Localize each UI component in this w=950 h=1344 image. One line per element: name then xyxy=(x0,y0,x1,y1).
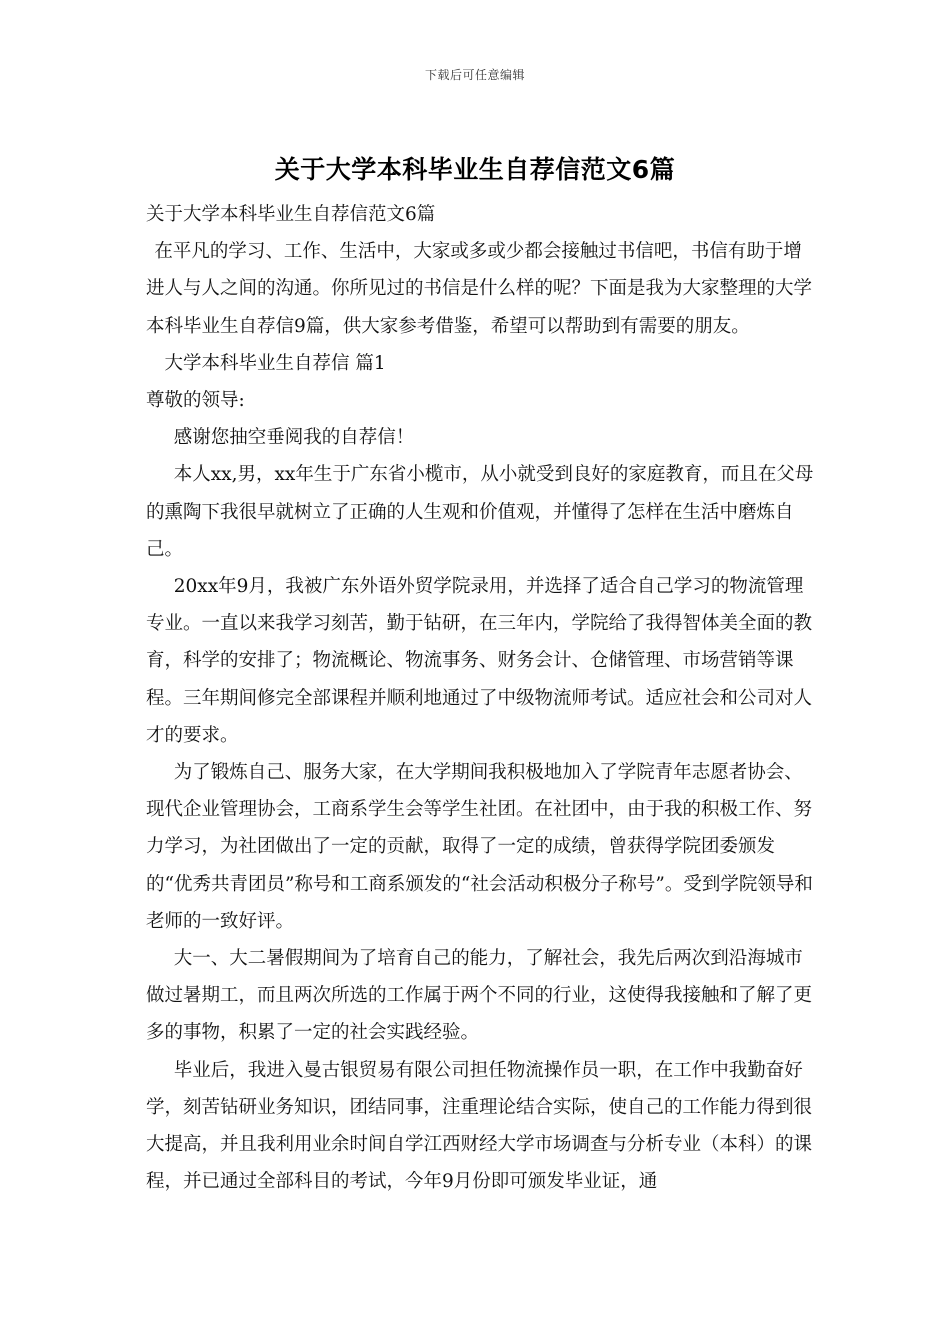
section-heading: 大学本科毕业生自荐信 篇1 xyxy=(164,352,386,374)
body-paragraph-1: 本人xx,男，xx年生于广东省小榄市，从小就受到良好的家庭教育，而且在父母的熏陶下我很早就树立了正确的人生观和价值观，并懂得了怎样在生活中磨炼自己。 xyxy=(146,464,814,560)
document-body xyxy=(146,196,816,1200)
thanks-line: 感谢您抽空垂阅我的自荐信！ xyxy=(173,427,415,449)
salutation: 尊敬的领导: xyxy=(146,390,245,412)
document-title: 关于大学本科毕业生自荐信范文6篇 xyxy=(274,155,676,184)
intro-paragraph: 在平凡的学习、工作、生活中，大家或多或少都会接触过书信吧，书信有助于增进人与人之间的沟通。你所见过的书信是什么样的呢？下面是我为大家整理的大学本科毕业生自荐信9篇，供大家参考借鉴，希望可以帮助到有需要的朋友。 xyxy=(146,241,813,337)
body-paragraph-3: 为了锻炼自己、服务大家，在大学期间我积极地加入了学院青年志愿者协会、现代企业管理协会，工商系学生会等学生社团。在社团中，由于我的积极工作、努力学习，为社团做出了一定的贡献，取得了一定的成绩，曾获得学院团委颁发的“优秀共青团员”称号和工商系颁发的“社会活动积极分子称号”。受到学院领导和老师的一致好评。 xyxy=(146,762,813,932)
body-paragraph-4: 大一、大二暑假期间为了培育自己的能力，了解社会，我先后两次到沿海城市做过暑期工，而且两次所选的工作属于两个不同的行业，这使得我接触和了解了更多的事物，积累了一定的社会实践经验。 xyxy=(146,948,813,1044)
body-paragraph-5: 毕业后，我进入曼古银贸易有限公司担任物流操作员一职，在工作中我勤奋好学，刻苦钻研业务知识，团结同事，注重理论结合实际，使自己的工作能力得到很大提高，并且我利用业余时间自学江西财经大学市场调查与分析专业（本科）的课程，并已通过全部科目的考试，今年9月份即可颁发毕业证，通 xyxy=(146,1059,813,1193)
document-subtitle: 关于大学本科毕业生自荐信范文6篇 xyxy=(146,204,436,225)
header-note: 下载后可任意编辑 xyxy=(424,68,525,82)
body-paragraph-2: 20xx年9月，我被广东外语外贸学院录用，并选择了适合自己学习的物流管理专业。一直以来我学习刻苦，勤于钻研，在三年内，学院给了我得智体美全面的教育，科学的安排了；物流概论、物流事务、财务会计、仓储管理、市场营销等课程。三年期间修完全部课程并顺利地通过了中级物流师考试。适应社会和公司对人才的要求。 xyxy=(146,576,813,746)
